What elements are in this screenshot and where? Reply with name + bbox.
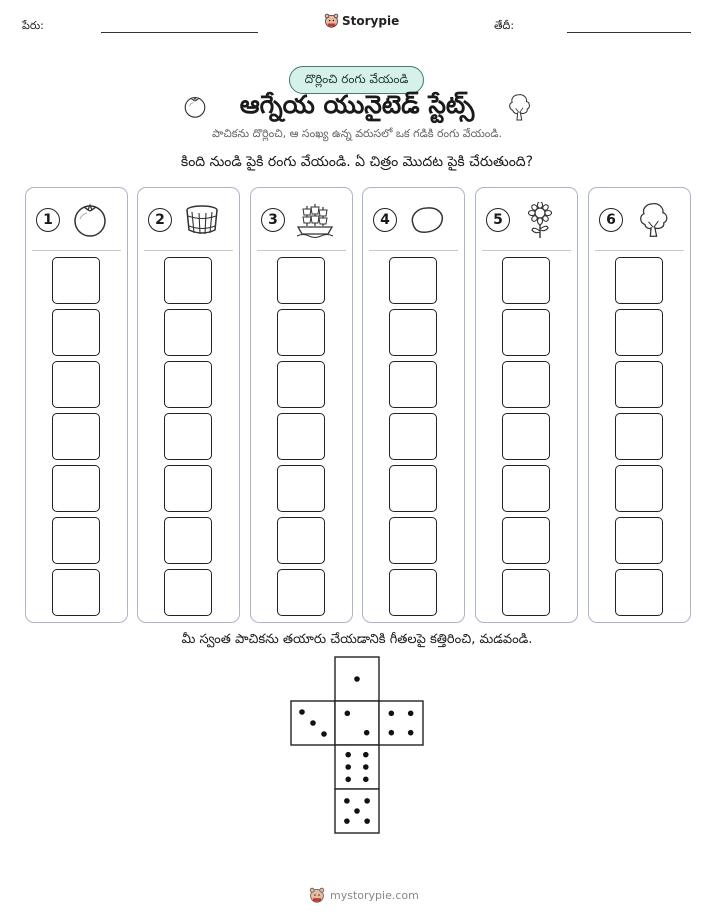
brand-name: Storypie <box>342 13 400 28</box>
column-divider <box>32 250 121 251</box>
color-box[interactable] <box>615 465 663 512</box>
color-box[interactable] <box>615 569 663 616</box>
color-box[interactable] <box>615 257 663 304</box>
color-box[interactable] <box>277 413 325 460</box>
column-number: 1 <box>36 208 60 232</box>
race-column-3 <box>250 187 353 623</box>
die-face-4 <box>379 701 423 745</box>
color-box[interactable] <box>389 309 437 356</box>
sunflower-icon <box>520 202 560 238</box>
die-face-3 <box>291 701 335 745</box>
die-pip <box>363 764 369 770</box>
ship-icon <box>295 202 335 238</box>
race-column-2 <box>137 187 240 623</box>
die-pip <box>310 720 316 726</box>
race-column-1 <box>25 187 128 623</box>
tomato-icon <box>70 202 110 238</box>
color-box[interactable] <box>389 257 437 304</box>
color-box[interactable] <box>52 309 100 356</box>
die-pip <box>389 730 395 736</box>
die-pip <box>345 764 351 770</box>
die-net <box>289 655 425 837</box>
storypie-logo-icon <box>324 13 339 28</box>
die-pip <box>354 808 360 814</box>
column-divider <box>595 250 684 251</box>
color-box[interactable] <box>277 309 325 356</box>
die-face-5 <box>335 789 379 833</box>
subtitle: పాచికను దొర్లించి, ఆ సంఖ్య ఉన్న వరుసలో ఒక గడికి రంగు వేయండి. <box>212 127 502 140</box>
column-divider <box>482 250 571 251</box>
color-box[interactable] <box>389 465 437 512</box>
color-box[interactable] <box>502 569 550 616</box>
column-number: 4 <box>373 208 397 232</box>
color-box[interactable] <box>52 465 100 512</box>
column-divider <box>369 250 458 251</box>
color-box[interactable] <box>389 517 437 564</box>
die-pip <box>354 676 360 682</box>
race-column-6 <box>588 187 691 623</box>
color-box[interactable] <box>502 413 550 460</box>
die-face-2 <box>335 701 379 745</box>
activity-badge: దొర్లించి రంగు వేయండి <box>289 66 424 94</box>
color-box[interactable] <box>502 465 550 512</box>
column-divider <box>257 250 346 251</box>
die-pip <box>321 731 327 737</box>
die-pip <box>345 752 351 758</box>
color-box[interactable] <box>277 517 325 564</box>
die-face-1 <box>335 657 379 701</box>
color-box[interactable] <box>277 569 325 616</box>
die-pip <box>363 777 369 783</box>
die-pip <box>364 798 370 804</box>
die-pip <box>389 711 395 717</box>
column-number: 3 <box>261 208 285 232</box>
die-pip <box>344 798 350 804</box>
color-box[interactable] <box>164 413 212 460</box>
die-face-6 <box>335 745 379 789</box>
color-box[interactable] <box>389 413 437 460</box>
storypie-logo-icon <box>309 887 325 903</box>
color-box[interactable] <box>164 257 212 304</box>
footer-url: mystorypie.com <box>330 888 419 902</box>
color-box[interactable] <box>502 361 550 408</box>
color-box[interactable] <box>502 517 550 564</box>
die-pip <box>408 730 414 736</box>
date-label: తేదీ: <box>494 19 515 32</box>
footer <box>309 887 419 903</box>
color-box[interactable] <box>389 361 437 408</box>
color-box[interactable] <box>389 569 437 616</box>
die-pip <box>408 711 414 717</box>
color-box[interactable] <box>52 413 100 460</box>
column-number: 2 <box>148 208 172 232</box>
die-pip <box>364 818 370 824</box>
column-divider <box>144 250 233 251</box>
column-number: 6 <box>599 208 623 232</box>
color-box[interactable] <box>615 413 663 460</box>
name-line <box>101 32 258 33</box>
color-box[interactable] <box>615 309 663 356</box>
cut-instruction: మీ స్వంత పాచికను తయారు చేయడానికి గీతలపై కత్తిరించి, మడవండి. <box>181 632 533 647</box>
color-box[interactable] <box>52 361 100 408</box>
color-box[interactable] <box>277 257 325 304</box>
color-box[interactable] <box>615 361 663 408</box>
color-box[interactable] <box>164 465 212 512</box>
die-pip <box>345 777 351 783</box>
date-line <box>567 32 691 33</box>
die-pip <box>363 752 369 758</box>
potato-icon <box>407 202 447 238</box>
color-box[interactable] <box>502 309 550 356</box>
die-pip <box>345 711 351 717</box>
color-box[interactable] <box>164 517 212 564</box>
color-box[interactable] <box>615 517 663 564</box>
die-pip <box>344 818 350 824</box>
die-pip <box>364 730 370 736</box>
instruction: కింది నుండి పైకి రంగు వేయండి. ఏ చిత్రం మొదట పైకి చేరుతుంది? <box>180 154 534 170</box>
color-box[interactable] <box>277 465 325 512</box>
race-column-4 <box>362 187 465 623</box>
tree-icon <box>505 92 533 122</box>
column-number: 5 <box>486 208 510 232</box>
color-box[interactable] <box>52 517 100 564</box>
page-title: ఆగ్నేయ యునైటెడ్ స్టేట్స్ <box>239 90 475 119</box>
race-column-5 <box>475 187 578 623</box>
color-box[interactable] <box>52 569 100 616</box>
color-box[interactable] <box>164 569 212 616</box>
tree-icon <box>633 202 673 238</box>
brand <box>324 13 399 28</box>
color-box[interactable] <box>164 309 212 356</box>
name-label: పేరు: <box>22 19 44 32</box>
color-box[interactable] <box>502 257 550 304</box>
color-box[interactable] <box>52 257 100 304</box>
drum-icon <box>182 202 222 238</box>
color-box[interactable] <box>277 361 325 408</box>
color-box[interactable] <box>164 361 212 408</box>
die-pip <box>299 709 305 715</box>
